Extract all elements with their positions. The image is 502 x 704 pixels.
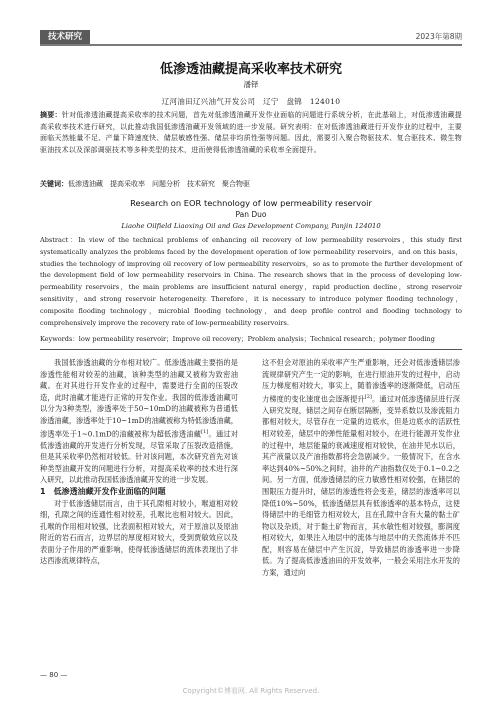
section-tag: 技术研究: [40, 30, 90, 44]
keywords-cn: [40, 178, 462, 190]
issue-label: 2023年第8期: [415, 32, 462, 41]
author-affiliation: 辽河油田辽兴油气开发公司 辽宁 盘锦 124010: [161, 97, 341, 106]
keywords-cn-label: 关键词：: [40, 179, 68, 188]
author-affiliation-en: Liaohe Oilfield Liaoxing Oil and Gas Development Company, Panjin 124010: [121, 222, 381, 230]
body-text: 这不但会对原油的采收率产生严重影响，还会对低渗透储层渗流规律研究产生一定的影响，在进行原油开发的过程中，启动压力梯度相对较大，事实上，随着渗透率的逐渐降低，启动压力梯度的变化速度也会逐渐提升: [262, 358, 460, 404]
citation-ref: [2]: [364, 393, 372, 400]
abstract-cn-label: 摘要：: [40, 111, 62, 119]
body-text: 。通过对低渗透油藏的开发进行分析发现，尽管采取了压裂改造措施，但是其采收率仍然相对较低。针对该问题，本次研究首先对该种类型油藏开发的问题进行分析，对提高采收率的技术进行深入研究，以此推动我国低渗透油藏开发的进一步发展。: [40, 428, 238, 485]
body-paragraph: [262, 357, 460, 579]
abstract-cn-text: 针对低渗透油藏提高采收率的技术问题，首先对低渗透油藏开发作业面临的问题进行系统分析，在此基础上，对低渗透油藏提高采收率技术进行研究，以此推动我国低渗透油藏开发领域的进一步发展。研究表明：在对低渗透油藏进行开发作业的过程中，主要面临天然能量不足、产量下降速度快、储层敏感性强、储层非均质性强等问题。因此，需要引入聚合物驱技术、复合驱技术、微生物驱油技术以及深部调驱技术等多种类型的技术，进而使得低渗透油藏的采收率全面提升。: [40, 111, 463, 154]
header-bar: [40, 30, 462, 46]
keywords-en-text: low permeability reservoir；Improve oil recovery；Problem analysis；Technical research；polymer flooding: [78, 335, 435, 343]
body-column-right: [262, 357, 460, 579]
abstract-divider: [40, 349, 462, 350]
abstract-cn: [40, 110, 462, 156]
citation-ref: [1]: [201, 428, 209, 435]
author-name: 潘铎: [243, 80, 259, 89]
article-title: 低渗透油藏提高采收率技术研究: [159, 62, 342, 77]
body-paragraph: 对于低渗透储层而言，由于其孔隙相对较小，喉道相对较细，孔隙之间的连通性相对较差，孔喉比也相对较大。因此，孔喉的作用相对较强，比表面积相对较大，对于原油以及原油附近的岩石而言，边界层的厚度相对较大，受到贾敏效应以及表面分子作用的严重影响，使得低渗透储层的流体表现出了非达西渗流规律特点，: [40, 498, 238, 566]
keywords-cn-text: 低渗透油藏 提高采收率 问题分析 技术研究 聚合物驱: [68, 180, 250, 188]
body-paragraph: [40, 357, 238, 486]
page-number-value: 80: [49, 671, 59, 679]
abstract-en: [40, 235, 462, 329]
keywords-en-label: Keywords：: [40, 335, 79, 343]
body-column-left: [40, 357, 238, 567]
body-text: 。通过对低渗透储层进行深入研究发现，储层之间存在断层隔断，变异系数以及渗流阻力都相对较大，尽管存在一定量的边底水，但是边底水的活跃性相对较差，储层中的弹性能量相对较小，在进行能源开发作业的过程中，地层能量的衰减速度相对较快，在油井见水以后，其产液量以及产油指数都将会急剧减少。一般情况下，在含水率达到40%~50%之间时，油井的产油指数仅处于0.1~0.2之间。另一方面，低渗透储层的应力敏感性相对较强，在储层的围限压力提升时，储层的渗透性将会变差，储层的渗透率可以降低10%~50%，低渗透储层具有低渗透率的基本特点，这使得储层中的毛细管力相对较大，且在孔隙中含有大量的黏土矿物以及杂质，对于黏土矿物而言，其水敏性相对较强，膨润度相对较大，如果注入地层中的流体与地层中的天然流体并不匹配，则容易在储层中产生沉淀，导致储层的渗透率进一步降低。为了提高低渗透油田的开发效率，一般会采用注水开发的方案，通过向: [262, 394, 460, 578]
author-name-en: Pan Duo: [235, 210, 267, 219]
body-text: 我国低渗透油藏的分布相对较广。低渗透油藏主要指的是渗透性能相对较差的油藏，该种类型的油藏又被称为致密油藏。在对其进行开发作业的过程中，需要进行全面的压裂改造，此时油藏才能进行正常的开发作业。我国的低渗透油藏可以分为3种类型，渗透率处于50~10mD的油藏被称为普通低渗透油藏，渗透率处于10~1mD的油藏被称为特低渗透油藏，渗透率处于1~0.1mD的油藏被称为超低渗透油藏: [40, 358, 238, 438]
page-number: — 80 —: [40, 671, 68, 679]
abstract-en-label: Abstract：: [40, 236, 79, 244]
keywords-en: [40, 334, 462, 344]
section-heading: 1 低渗透油藏开发作业面临的问题: [40, 486, 166, 496]
copyright-watermark: Copyright©博看网. All Rights Reserved.: [182, 687, 320, 695]
abstract-en-text: In view of the technical problems of enhancing oil recovery of low permeability reservoirs，this study first systematically analyzes the problems faced by the development operation of low permeability reservoirs，and on this basis，studies the technology of improving oil recovery of low permeability reservoirs，so as to promote the further development of the development field of low permeability reservoirs in China. The research shows that in the process of developing low-permeability reservoirs，the main problems are insufficient natural energy，rapid production decline，strong reservoir sensitivity，and strong reservoir heterogeneity. Therefore，it is necessary to introduce polymer flooding technology，composite flooding technology，microbial flooding technology，and deep profile control and flooding technology to comprehensively improve the recovery rate of low-permeability reservoirs.: [40, 236, 462, 327]
article-title-en: Research on EOR technology of low permeability reservoir: [130, 198, 372, 208]
